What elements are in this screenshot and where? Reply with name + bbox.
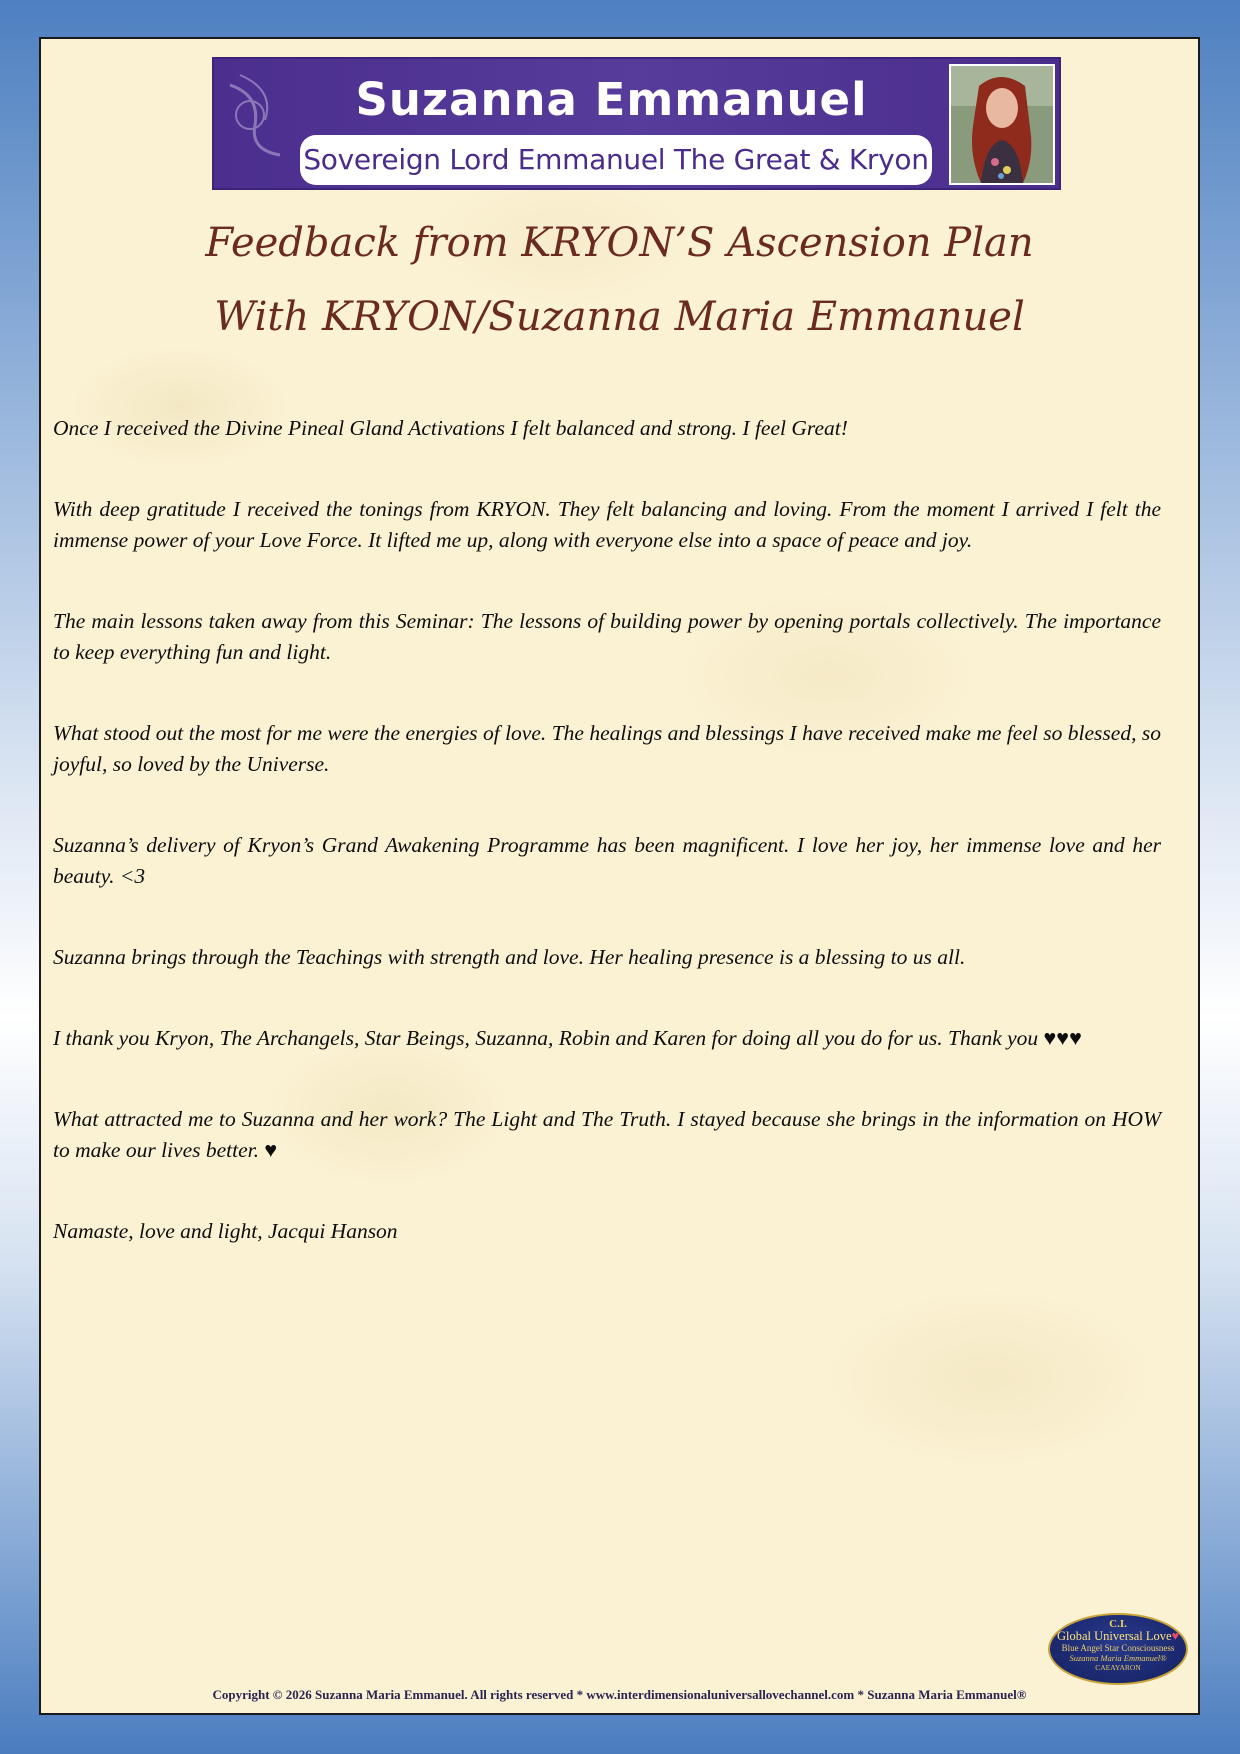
- feedback-paragraph: What stood out the most for me were the energies of love. The healings and blessings I have received make me feel so blessed, so joyful, so loved by the Universe.: [53, 721, 1161, 776]
- feedback-body: [53, 413, 1161, 1297]
- banner-name: Suzanna Emmanuel: [355, 73, 868, 126]
- feedback-paragraph: Suzanna brings through the Teachings with strength and love. Her healing presence is a blessing to us all.: [53, 945, 966, 969]
- header-banner: [212, 57, 1061, 190]
- feedback-paragraph: Suzanna’s delivery of Kryon’s Grand Awakening Programme has been magnificent. I love her joy, her immense love and her beauty. <3: [53, 833, 1161, 888]
- banner-subtitle: Sovereign Lord Emmanuel The Great & Kryon: [303, 143, 929, 176]
- logo-owner: Suzanna Maria Emmanuel®: [1069, 1653, 1167, 1663]
- document-page: [39, 37, 1200, 1715]
- feedback-paragraph: I thank you Kryon, The Archangels, Star Beings, Suzanna, Robin and Karen for doing all you do for us. Thank you ♥♥♥: [53, 1026, 1082, 1050]
- page-title-line-1: Feedback from KRYON’S Ascension Plan: [205, 220, 1034, 266]
- feedback-paragraph: With deep gratitude I received the tonings from KRYON. They felt balancing and loving. From the moment I arrived I felt the immense power of your Love Force. It lifted me up, along with everyone else into a space of peace and joy.: [53, 497, 1161, 552]
- feedback-paragraph: Once I received the Divine Pineal Gland Activations I felt balanced and strong. I feel Great!: [53, 416, 848, 440]
- banner-subtitle-pill: [300, 135, 932, 185]
- feedback-paragraph: The main lessons taken away from this Seminar: The lessons of building power by opening portals collectively. The importance to keep everything fun and light.: [53, 609, 1161, 664]
- feedback-paragraph: What attracted me to Suzanna and her work? The Light and The Truth. I stayed because she brings in the information on HOW to make our lives better. ♥: [53, 1107, 1161, 1162]
- logo-initials: C.I.: [1109, 1618, 1127, 1630]
- logo-title: Global Universal Love♥: [1057, 1629, 1179, 1643]
- portrait-photo: [949, 64, 1055, 185]
- logo-footer-word: CAEAYARON: [1095, 1663, 1141, 1672]
- page-title-line-2: With KRYON/Suzanna Maria Emmanuel: [214, 294, 1025, 340]
- global-universal-love-logo: [1048, 1613, 1188, 1685]
- heart-icon: ♥: [1171, 1629, 1179, 1643]
- logo-tagline: Blue Angel Star Consciousness: [1061, 1643, 1175, 1653]
- swirl-decoration-icon: [220, 65, 290, 165]
- portrait-image: [951, 66, 1053, 183]
- signature-line: Namaste, love and light, Jacqui Hanson: [53, 1219, 398, 1243]
- copyright-footer: Copyright © 2026 Suzanna Maria Emmanuel. All rights reserved * www.interdimensionaluniversallovechannel.com * Suzanna Maria Emmanuel®: [212, 1687, 1027, 1702]
